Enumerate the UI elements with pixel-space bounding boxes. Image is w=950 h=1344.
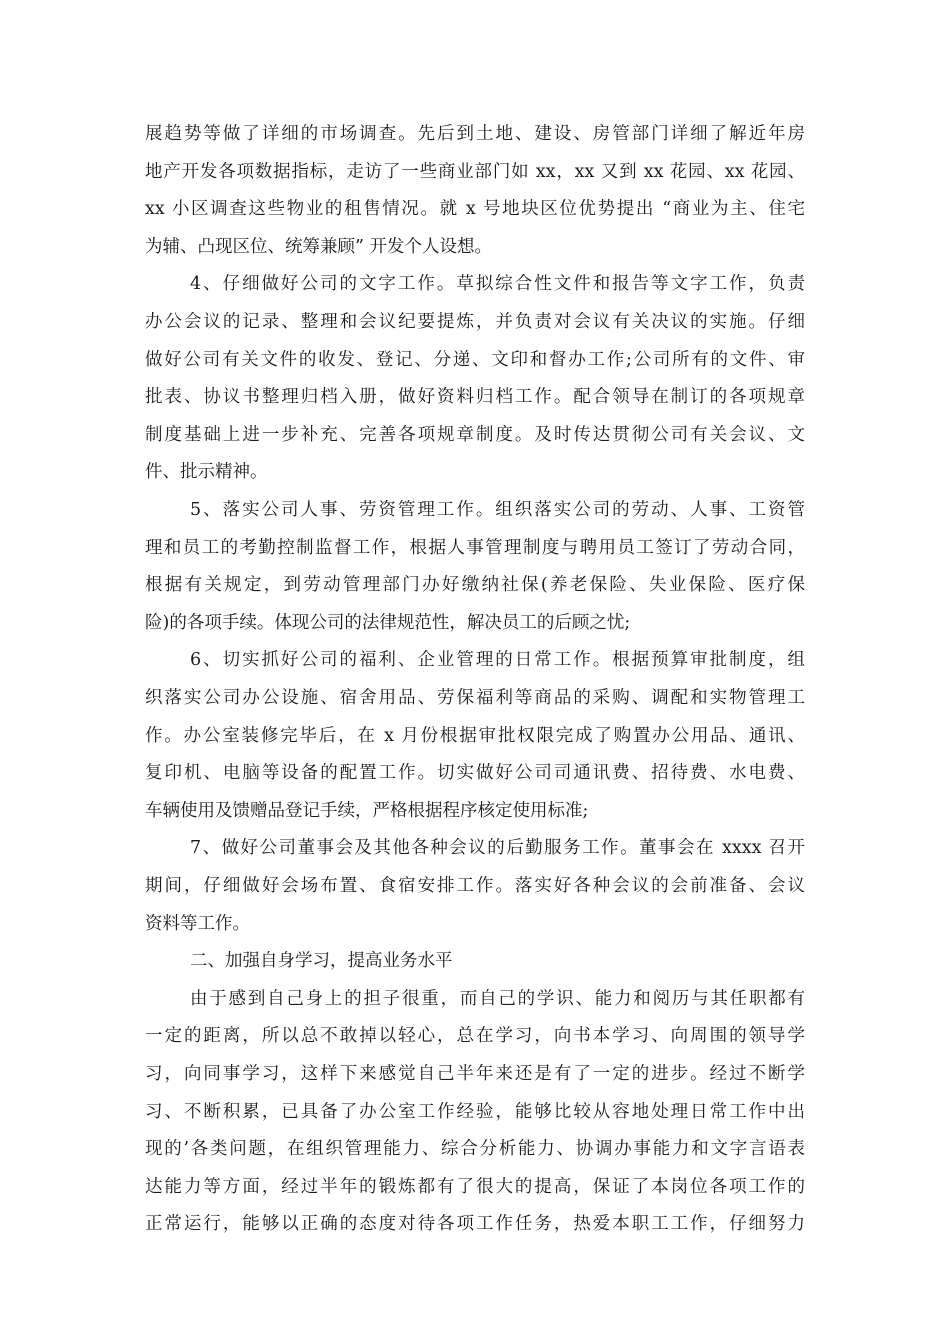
paragraph-line: 织落实公司办公设施、宿舍用品、劳保福利等商品的采购、调配和实物管理工 bbox=[145, 688, 805, 708]
paragraph-line: 7、做好公司董事会及其他各种会议的后勤服务工作。董事会在 xxxx 召开 bbox=[190, 838, 805, 859]
paragraph-line: 根据有关规定，到劳动管理部门办好缴纳社保(养老保险、失业保险、医疗保 bbox=[145, 575, 805, 596]
paragraph-line: 理和员工的考勤控制监督工作，根据人事管理制度与聘用员工签订了劳动合同， bbox=[145, 537, 805, 558]
paragraph-line: 正常运行，能够以正确的态度对待各项工作任务，热爱本职工工作，仔细努力 bbox=[145, 1214, 805, 1235]
paragraph-line: 习、不断积累，已具备了办公室工作经验，能够比较从容地处理日常工作中出 bbox=[145, 1101, 805, 1122]
paragraph-line: 现的’各类问题，在组织管理能力、综合分析能力、协调办事能力和文字言语表 bbox=[145, 1139, 805, 1160]
paragraph-line: 险)的各项手续。体现公司的法律规范性，解决员工的后顾之忧; bbox=[145, 612, 631, 633]
paragraph-line: 作。办公室装修完毕后，在 x 月份根据审批权限完成了购置办公用品、通讯、 bbox=[145, 725, 805, 746]
paragraph-line: 制度基础上进一步补充、完善各项规章制度。及时传达贯彻公司有关会议、文 bbox=[145, 424, 805, 445]
paragraph-line: 做好公司有关文件的收发、登记、分递、文印和督办工作;公司所有的文件、审 bbox=[145, 349, 805, 370]
paragraph-line: 达能力等方面，经过半年的锻炼都有了很大的提高，保证了本岗位各项工作的 bbox=[145, 1176, 805, 1197]
paragraph-line: 展趋势等做了详细的市场调查。先后到土地、建设、房管部门详细了解近年房 bbox=[145, 124, 805, 144]
paragraph-line: 一定的距离，所以总不敢掉以轻心，总在学习，向书本学习、向周围的领导学 bbox=[145, 1026, 805, 1047]
paragraph-line: 6、切实抓好公司的福利、企业管理的日常工作。根据预算审批制度，组 bbox=[190, 650, 805, 671]
paragraph-line: 习，向同事学习，这样下来感觉自己半年来还是有了一定的进步。经过不断学 bbox=[145, 1064, 805, 1084]
paragraph-line: 期间，仔细做好会场布置、食宿安排工作。落实好各种会议的会前准备、会议 bbox=[145, 876, 805, 896]
paragraph-line: 件、批示精神。 bbox=[145, 462, 268, 483]
paragraph-line: 二、加强自身学习，提高业务水平 bbox=[190, 951, 453, 972]
paragraph-line: 资料等工作。 bbox=[145, 913, 250, 934]
paragraph-line: 由于感到自己身上的担子很重，而自己的学识、能力和阅历与其任职都有 bbox=[190, 988, 805, 1009]
paragraph-line: 批表、协议书整理归档入册，做好资料归档工作。配合领导在制订的各项规章 bbox=[145, 387, 805, 408]
paragraph-line: 为辅、凸现区位、统筹兼顾” 开发个人设想。 bbox=[145, 236, 493, 257]
paragraph-line: 车辆使用及馈赠品登记手续，严格根据程序核定使用标准; bbox=[145, 800, 589, 821]
paragraph-line: 办公会议的记录、整理和会议纪要提炼，并负责对会议有关决议的实施。仔细 bbox=[145, 312, 805, 332]
paragraph-line: 5、落实公司人事、劳资管理工作。组织落实公司的劳动、人事、工资管 bbox=[190, 500, 805, 520]
paragraph-line: xx 小区调查这些物业的租售情况。就 x 号地块区位优势提出 “商业为主、住宅 bbox=[145, 199, 805, 220]
paragraph-line: 地产开发各项数据指标，走访了一些商业部门如 xx，xx 又到 xx 花园、xx 花园、 bbox=[145, 161, 805, 182]
paragraph-line: 复印机、电脑等设备的配置工作。切实做好公司司通讯费、招待费、水电费、 bbox=[145, 763, 805, 784]
paragraph-line: 4、仔细做好公司的文字工作。草拟综合性文件和报告等文字工作，负责 bbox=[190, 274, 805, 295]
